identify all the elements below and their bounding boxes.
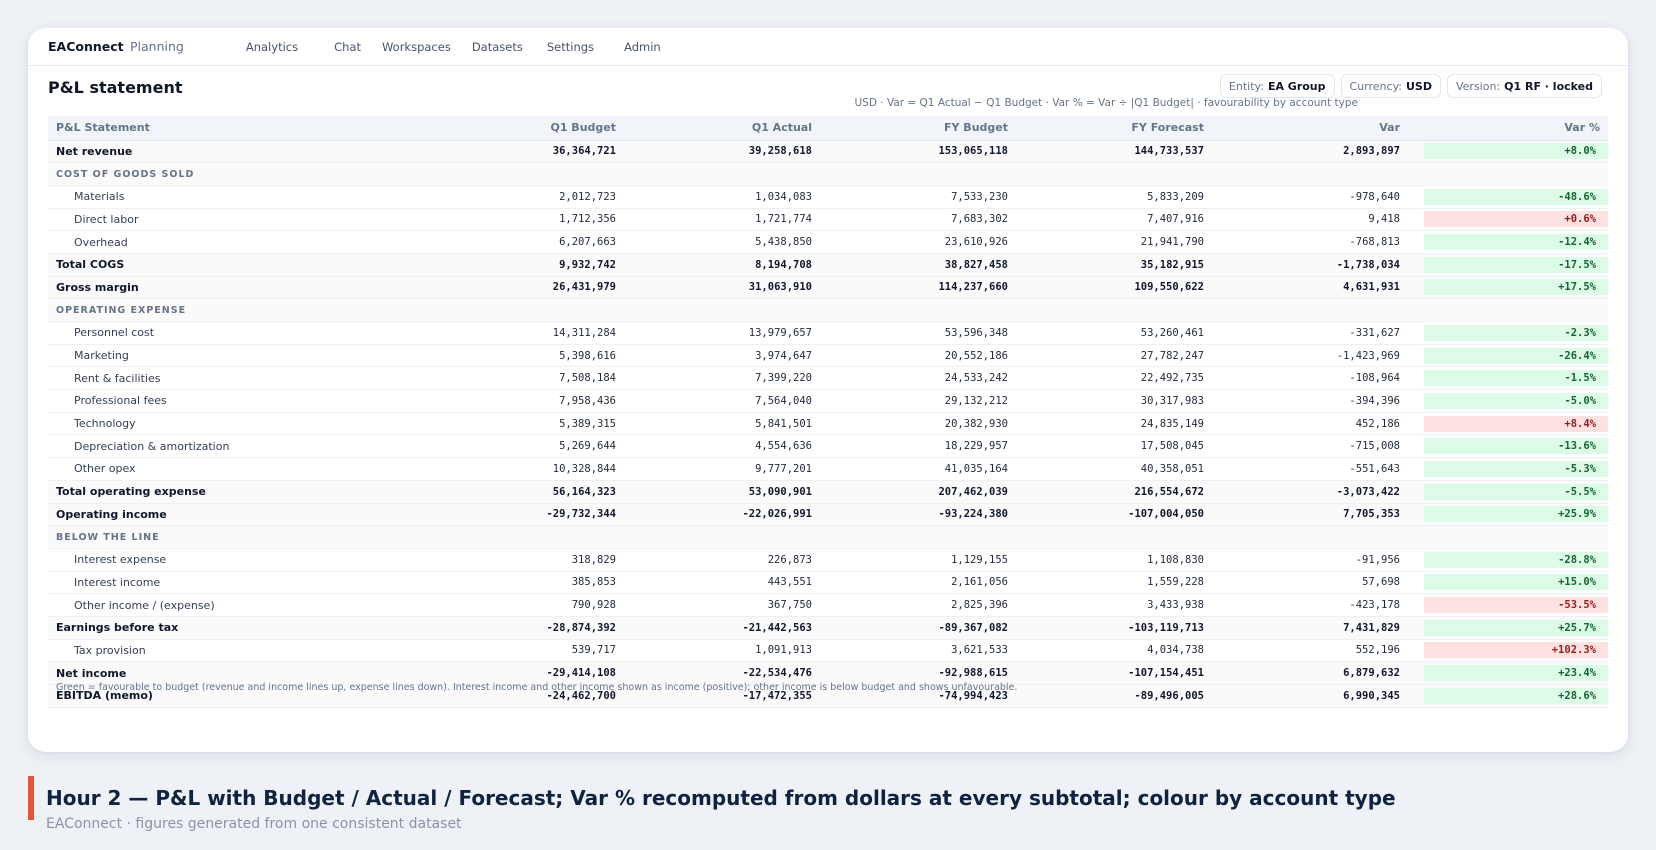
var-pct-cell <box>1408 322 1608 345</box>
fy-forecast-cell: 1,559,228 <box>1016 571 1212 594</box>
q1-actual-cell: -21,442,563 <box>624 616 820 639</box>
q1-actual-cell: 1,721,774 <box>624 208 820 231</box>
account-label: Total COGS <box>48 253 428 276</box>
favourable-badge: +25.9% <box>1424 506 1608 522</box>
fy-budget-cell: 23,610,926 <box>820 231 1016 254</box>
account-label: Marketing <box>48 344 428 367</box>
favourable-badge: -28.8% <box>1424 552 1608 568</box>
caption-accent-bar <box>28 776 34 820</box>
empty-cell <box>428 163 624 186</box>
favourable-badge: -48.6% <box>1424 189 1608 205</box>
nav-admin[interactable]: Admin <box>624 39 661 54</box>
brand-name: EAConnect <box>48 39 124 54</box>
table-row[interactable] <box>48 253 1608 276</box>
unfavourable-badge: -53.5% <box>1424 597 1608 613</box>
var-pct-cell <box>1408 616 1608 639</box>
fy-budget-cell: 29,132,212 <box>820 390 1016 413</box>
fy-forecast-cell: 7,407,916 <box>1016 208 1212 231</box>
var-pct-cell <box>1408 367 1608 390</box>
fy-budget-cell: 20,552,186 <box>820 344 1016 367</box>
var-cell: -551,643 <box>1212 458 1408 481</box>
var-cell: -394,396 <box>1212 390 1408 413</box>
q1-budget-cell: -28,874,392 <box>428 616 624 639</box>
fy-forecast-cell: 5,833,209 <box>1016 185 1212 208</box>
account-label: EBITDA (memo) <box>48 685 428 708</box>
fy-budget-cell: 153,065,118 <box>820 140 1016 163</box>
var-cell: -91,956 <box>1212 548 1408 571</box>
q1-actual-cell: 5,438,850 <box>624 231 820 254</box>
fy-budget-cell: 20,382,930 <box>820 412 1016 435</box>
var-pct-cell <box>1408 639 1608 662</box>
var-pct-cell <box>1408 390 1608 413</box>
q1-budget-cell: 2,012,723 <box>428 185 624 208</box>
col-header-fy-forecast[interactable]: FY Forecast <box>1016 116 1212 140</box>
fy-budget-cell: 2,825,396 <box>820 594 1016 617</box>
version-selector[interactable] <box>1447 74 1602 98</box>
favourable-badge: -2.3% <box>1424 325 1608 341</box>
account-label: Interest income <box>48 571 428 594</box>
q1-budget-cell: 5,389,315 <box>428 412 624 435</box>
fy-forecast-cell: 24,835,149 <box>1016 412 1212 435</box>
table-row[interactable] <box>48 344 1608 367</box>
account-label: Net income <box>48 662 428 685</box>
account-label: Other income / (expense) <box>48 594 428 617</box>
currency-value: USD <box>1405 79 1432 93</box>
nav-datasets[interactable]: Datasets <box>471 39 523 54</box>
q1-actual-cell: 9,777,201 <box>624 458 820 481</box>
fy-forecast-cell: 144,733,537 <box>1016 140 1212 163</box>
favourable-badge: +23.4% <box>1424 665 1608 681</box>
q1-actual-cell: 39,258,618 <box>624 140 820 163</box>
favourable-badge: -17.5% <box>1424 257 1608 273</box>
q1-actual-cell: 3,974,647 <box>624 344 820 367</box>
table-row[interactable] <box>48 208 1608 231</box>
empty-cell <box>1212 526 1408 549</box>
var-pct-cell <box>1408 685 1608 708</box>
fy-forecast-cell: -107,154,451 <box>1016 662 1212 685</box>
var-pct-cell <box>1408 548 1608 571</box>
q1-budget-cell: 56,164,323 <box>428 480 624 503</box>
formula-note: USD · Var = Q1 Actual − Q1 Budget · Var % = Var ÷ |Q1 Budget| · favourability by account type <box>854 97 1358 109</box>
section-header-row[interactable] <box>48 526 1608 549</box>
empty-cell <box>1408 163 1608 186</box>
q1-budget-cell: 1,712,356 <box>428 208 624 231</box>
fy-forecast-cell: 30,317,983 <box>1016 390 1212 413</box>
favourable-badge: +17.5% <box>1424 279 1608 295</box>
var-pct-cell <box>1408 208 1608 231</box>
q1-actual-cell: 4,554,636 <box>624 435 820 458</box>
q1-budget-cell: 7,958,436 <box>428 390 624 413</box>
account-label: Materials <box>48 185 428 208</box>
empty-cell <box>428 526 624 549</box>
var-cell: -768,813 <box>1212 231 1408 254</box>
q1-actual-cell: 7,564,040 <box>624 390 820 413</box>
q1-budget-cell: 5,398,616 <box>428 344 624 367</box>
col-header-q1-actual[interactable]: Q1 Actual <box>624 116 820 140</box>
fy-budget-cell: 38,827,458 <box>820 253 1016 276</box>
fy-budget-cell: -74,994,423 <box>820 685 1016 708</box>
var-pct-cell <box>1408 412 1608 435</box>
footnote: Green = favourable to budget (revenue and income lines up, expense lines down). Interest income and other income shown as income (positive); other income is below budget and shows unfavourable. <box>56 682 1018 693</box>
account-label: Personnel cost <box>48 322 428 345</box>
table-row[interactable] <box>48 390 1608 413</box>
section-label: OPERATING EXPENSE <box>48 299 428 322</box>
fy-forecast-cell: 1,108,830 <box>1016 548 1212 571</box>
fy-forecast-cell: -89,496,005 <box>1016 685 1212 708</box>
var-pct-cell <box>1408 503 1608 526</box>
var-pct-cell <box>1408 140 1608 163</box>
empty-cell <box>624 163 820 186</box>
fy-forecast-cell: 17,508,045 <box>1016 435 1212 458</box>
table-row[interactable] <box>48 412 1608 435</box>
q1-budget-cell: -29,732,344 <box>428 503 624 526</box>
account-label: Rent & facilities <box>48 367 428 390</box>
empty-cell <box>1016 299 1212 322</box>
q1-actual-cell: -22,534,476 <box>624 662 820 685</box>
q1-budget-cell: 385,853 <box>428 571 624 594</box>
account-label: Direct labor <box>48 208 428 231</box>
fy-forecast-cell: 40,358,051 <box>1016 458 1212 481</box>
favourable-badge: -5.5% <box>1424 484 1608 500</box>
nav-workspaces[interactable]: Workspaces <box>381 39 451 54</box>
q1-actual-cell: 5,841,501 <box>624 412 820 435</box>
q1-actual-cell: -17,472,355 <box>624 685 820 708</box>
fy-budget-cell: 41,035,164 <box>820 458 1016 481</box>
page-title: P&L statement <box>48 78 183 97</box>
table-row[interactable] <box>48 616 1608 639</box>
app-window <box>28 28 1628 752</box>
account-label: Earnings before tax <box>48 616 428 639</box>
table-row[interactable] <box>48 435 1608 458</box>
fy-forecast-cell: 216,554,672 <box>1016 480 1212 503</box>
fy-budget-cell: -93,224,380 <box>820 503 1016 526</box>
fy-budget-cell: -92,988,615 <box>820 662 1016 685</box>
version-label: Version: <box>1455 79 1501 93</box>
account-label: Net revenue <box>48 140 428 163</box>
var-pct-cell <box>1408 344 1608 367</box>
empty-cell <box>820 299 1016 322</box>
caption-subtitle: EAConnect · figures generated from one consistent dataset <box>46 816 462 832</box>
entity-selector[interactable] <box>1220 74 1335 98</box>
table-row[interactable] <box>48 548 1608 571</box>
table-row[interactable] <box>48 322 1608 345</box>
account-label: Tax provision <box>48 639 428 662</box>
var-pct-cell <box>1408 458 1608 481</box>
q1-actual-cell: 443,551 <box>624 571 820 594</box>
var-pct-cell <box>1408 276 1608 299</box>
q1-budget-cell: 14,311,284 <box>428 322 624 345</box>
var-pct-cell <box>1408 253 1608 276</box>
var-pct-cell <box>1408 231 1608 254</box>
account-label: Other opex <box>48 458 428 481</box>
empty-cell <box>1016 526 1212 549</box>
q1-budget-cell: 5,269,644 <box>428 435 624 458</box>
q1-actual-cell: 31,063,910 <box>624 276 820 299</box>
var-cell: 7,705,353 <box>1212 503 1408 526</box>
fy-budget-cell: 114,237,660 <box>820 276 1016 299</box>
account-label: Overhead <box>48 231 428 254</box>
nav-chat[interactable]: Chat <box>334 39 361 54</box>
fy-budget-cell: 7,683,302 <box>820 208 1016 231</box>
var-pct-cell <box>1408 480 1608 503</box>
table-row[interactable] <box>48 140 1608 163</box>
favourable-badge: -5.3% <box>1424 461 1608 477</box>
currency-selector[interactable] <box>1341 74 1441 98</box>
version-value: Q1 RF · locked <box>1504 79 1593 93</box>
section-header-row[interactable] <box>48 163 1608 186</box>
q1-budget-cell: 790,928 <box>428 594 624 617</box>
fy-budget-cell: -89,367,082 <box>820 616 1016 639</box>
var-cell: -1,738,034 <box>1212 253 1408 276</box>
empty-cell <box>428 299 624 322</box>
fy-budget-cell: 1,129,155 <box>820 548 1016 571</box>
account-label: Technology <box>48 412 428 435</box>
nav-menu <box>246 40 661 54</box>
pl-table-container <box>48 116 1608 708</box>
account-label: Professional fees <box>48 390 428 413</box>
nav-settings[interactable]: Settings <box>546 39 595 54</box>
fy-forecast-cell: 35,182,915 <box>1016 253 1212 276</box>
empty-cell <box>1408 526 1608 549</box>
empty-cell <box>624 526 820 549</box>
table-row[interactable] <box>48 458 1608 481</box>
col-header-q1-budget[interactable]: Q1 Budget <box>428 116 624 140</box>
var-cell: -423,178 <box>1212 594 1408 617</box>
fy-forecast-cell: 109,550,622 <box>1016 276 1212 299</box>
caption-title: Hour 2 — P&L with Budget / Actual / Forecast; Var % recomputed from dollars at every subtotal; colour by account type <box>46 786 1396 810</box>
entity-value: EA Group <box>1267 79 1326 93</box>
var-cell: 7,431,829 <box>1212 616 1408 639</box>
favourable-badge: -12.4% <box>1424 234 1608 250</box>
var-cell: 2,893,897 <box>1212 140 1408 163</box>
q1-budget-cell: -29,414,108 <box>428 662 624 685</box>
table-body <box>48 140 1608 707</box>
q1-actual-cell: 7,399,220 <box>624 367 820 390</box>
var-cell: 452,186 <box>1212 412 1408 435</box>
var-cell: -108,964 <box>1212 367 1408 390</box>
favourable-badge: -13.6% <box>1424 438 1608 454</box>
q1-actual-cell: 8,194,708 <box>624 253 820 276</box>
table-row[interactable] <box>48 503 1608 526</box>
q1-budget-cell: 10,328,844 <box>428 458 624 481</box>
q1-actual-cell: 367,750 <box>624 594 820 617</box>
q1-actual-cell: -22,026,991 <box>624 503 820 526</box>
empty-cell <box>1212 299 1408 322</box>
fy-budget-cell: 24,533,242 <box>820 367 1016 390</box>
fy-forecast-cell: 27,782,247 <box>1016 344 1212 367</box>
account-label: Operating income <box>48 503 428 526</box>
table-row[interactable] <box>48 594 1608 617</box>
empty-cell <box>624 299 820 322</box>
q1-budget-cell: 6,207,663 <box>428 231 624 254</box>
var-pct-cell <box>1408 662 1608 685</box>
fy-budget-cell: 7,533,230 <box>820 185 1016 208</box>
table-row[interactable] <box>48 367 1608 390</box>
empty-cell <box>1212 163 1408 186</box>
fy-forecast-cell: -107,004,050 <box>1016 503 1212 526</box>
table-row[interactable] <box>48 185 1608 208</box>
favourable-badge: +15.0% <box>1424 574 1608 590</box>
account-label: Interest expense <box>48 548 428 571</box>
var-pct-cell <box>1408 571 1608 594</box>
section-label: COST OF GOODS SOLD <box>48 163 428 186</box>
favourable-badge: +28.6% <box>1424 688 1608 704</box>
fy-forecast-cell: 53,260,461 <box>1016 322 1212 345</box>
unfavourable-badge: +102.3% <box>1424 642 1608 658</box>
var-cell: -331,627 <box>1212 322 1408 345</box>
var-cell: 6,990,345 <box>1212 685 1408 708</box>
brand-sub: Planning <box>130 39 184 54</box>
fy-forecast-cell: 21,941,790 <box>1016 231 1212 254</box>
col-header-account[interactable]: P&L Statement <box>48 116 428 140</box>
fy-budget-cell: 2,161,056 <box>820 571 1016 594</box>
favourable-badge: +25.7% <box>1424 620 1608 636</box>
table-row[interactable] <box>48 571 1608 594</box>
var-cell: -1,423,969 <box>1212 344 1408 367</box>
col-header-var[interactable]: Var <box>1212 116 1408 140</box>
q1-actual-cell: 1,091,913 <box>624 639 820 662</box>
var-cell: 552,196 <box>1212 639 1408 662</box>
var-cell: 4,631,931 <box>1212 276 1408 299</box>
favourable-badge: -1.5% <box>1424 370 1608 386</box>
var-cell: -3,073,422 <box>1212 480 1408 503</box>
section-header-row[interactable] <box>48 299 1608 322</box>
table-row[interactable] <box>48 276 1608 299</box>
favourable-badge: -5.0% <box>1424 393 1608 409</box>
var-pct-cell <box>1408 435 1608 458</box>
account-label: Gross margin <box>48 276 428 299</box>
var-cell: -715,008 <box>1212 435 1408 458</box>
col-header-var-pct[interactable]: Var % <box>1408 116 1608 140</box>
nav-analytics[interactable]: Analytics <box>245 39 299 54</box>
unfavourable-badge: +8.4% <box>1424 416 1608 432</box>
unfavourable-badge: +0.6% <box>1424 211 1608 227</box>
q1-budget-cell: 26,431,979 <box>428 276 624 299</box>
empty-cell <box>820 163 1016 186</box>
table-row[interactable] <box>48 480 1608 503</box>
table-header <box>48 116 1608 140</box>
var-cell: 6,879,632 <box>1212 662 1408 685</box>
q1-budget-cell: 318,829 <box>428 548 624 571</box>
brand-logo[interactable] <box>48 39 184 54</box>
favourable-badge: -26.4% <box>1424 348 1608 364</box>
currency-label: Currency: <box>1349 79 1402 93</box>
fy-forecast-cell: 4,034,738 <box>1016 639 1212 662</box>
fy-budget-cell: 18,229,957 <box>820 435 1016 458</box>
var-pct-cell <box>1408 185 1608 208</box>
table-row[interactable] <box>48 231 1608 254</box>
var-pct-cell <box>1408 594 1608 617</box>
empty-cell <box>1016 163 1212 186</box>
empty-cell <box>1408 299 1608 322</box>
q1-actual-cell: 1,034,083 <box>624 185 820 208</box>
q1-actual-cell: 53,090,901 <box>624 480 820 503</box>
favourable-badge: +8.0% <box>1424 143 1608 159</box>
fy-budget-cell: 207,462,039 <box>820 480 1016 503</box>
section-label: BELOW THE LINE <box>48 526 428 549</box>
q1-budget-cell: 7,508,184 <box>428 367 624 390</box>
fy-forecast-cell: 22,492,735 <box>1016 367 1212 390</box>
q1-budget-cell: 9,932,742 <box>428 253 624 276</box>
q1-budget-cell: 539,717 <box>428 639 624 662</box>
q1-actual-cell: 226,873 <box>624 548 820 571</box>
var-cell: -978,640 <box>1212 185 1408 208</box>
fy-forecast-cell: 3,433,938 <box>1016 594 1212 617</box>
var-cell: 57,698 <box>1212 571 1408 594</box>
table-row[interactable] <box>48 639 1608 662</box>
fy-budget-cell: 53,596,348 <box>820 322 1016 345</box>
fy-forecast-cell: -103,119,713 <box>1016 616 1212 639</box>
top-navigation <box>28 28 1628 66</box>
var-cell: 9,418 <box>1212 208 1408 231</box>
pl-table <box>48 116 1608 708</box>
entity-label: Entity: <box>1228 79 1264 93</box>
fy-budget-cell: 3,621,533 <box>820 639 1016 662</box>
col-header-fy-budget[interactable]: FY Budget <box>820 116 1016 140</box>
filter-pills <box>1220 74 1602 98</box>
empty-cell <box>820 526 1016 549</box>
q1-budget-cell: -24,462,700 <box>428 685 624 708</box>
account-label: Depreciation & amortization <box>48 435 428 458</box>
q1-budget-cell: 36,364,721 <box>428 140 624 163</box>
q1-actual-cell: 13,979,657 <box>624 322 820 345</box>
account-label: Total operating expense <box>48 480 428 503</box>
